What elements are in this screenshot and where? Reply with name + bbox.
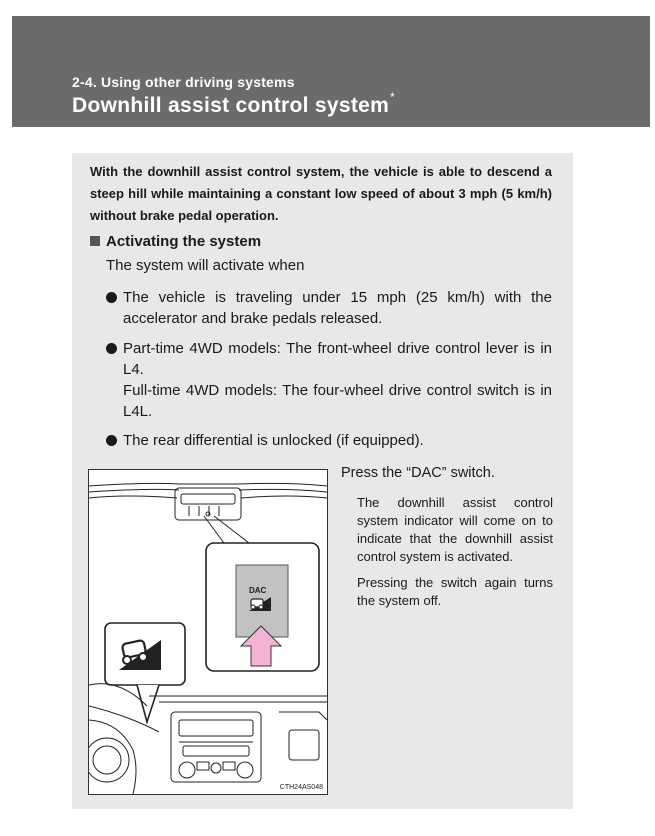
list-item: [106, 287, 552, 329]
bullet-dot-icon: [106, 435, 117, 446]
section-label: 2-4. Using other driving systems: [72, 74, 295, 90]
title-mark: *: [390, 90, 396, 104]
instruction-step: Press the “DAC” switch.: [341, 465, 495, 481]
activating-heading-text: Activating the system: [106, 233, 262, 250]
instruction-note: The downhill assist control system indicator will come on to indicate that the downhill assist control system is activated.: [357, 495, 553, 564]
dashboard-illustration: [89, 470, 327, 794]
square-bullet-icon: [90, 236, 100, 246]
bullet-dot-icon: [106, 292, 117, 303]
list-item: [106, 338, 552, 422]
activating-heading: [90, 233, 261, 250]
instruction-note: Pressing the switch again turns the system off.: [357, 575, 553, 608]
dac-figure: [88, 469, 328, 795]
list-item-text: Full-time 4WD models: The four-wheel drive control switch is in L4L.: [123, 382, 552, 420]
page-title: [72, 90, 396, 118]
list-item: [106, 430, 552, 451]
list-item-text: Part-time 4WD models: The front-wheel drive control lever is in L4.: [123, 340, 552, 378]
activating-lead: The system will activate when: [106, 257, 305, 274]
dac-switch-label: DAC: [249, 586, 267, 595]
page-title-text: Downhill assist control system: [72, 94, 390, 117]
list-item-text: The rear differential is unlocked (if equipped).: [123, 432, 424, 449]
list-item-text: The vehicle is traveling under 15 mph (25 km/h) with the accelerator and brake pedals released.: [123, 289, 552, 327]
intro-paragraph: With the downhill assist control system, the vehicle is able to descend a steep hill while maintaining a constant low speed of about 3 mph (5 km/h) without brake pedal operation.: [90, 164, 552, 223]
bullet-dot-icon: [106, 343, 117, 354]
figure-code: CTH24AS048: [279, 784, 323, 791]
